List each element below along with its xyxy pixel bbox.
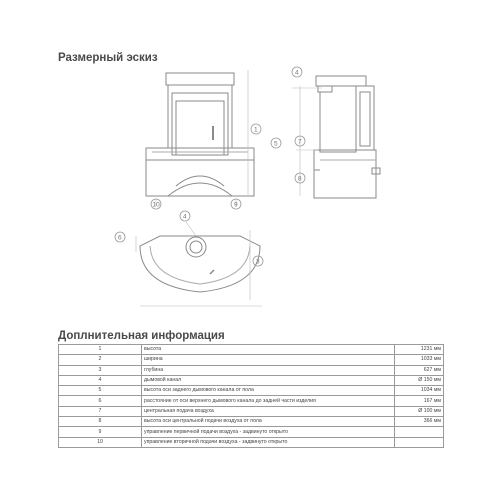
row-val: 1231 мм xyxy=(395,345,444,355)
row-val: 366 мм xyxy=(395,417,444,427)
row-val: Ø 100 мм xyxy=(395,406,444,416)
row-num: 5 xyxy=(59,386,142,396)
row-val: Ø 150 мм xyxy=(395,375,444,385)
row-desc: высота оси центральной подачи воздуха от пола xyxy=(142,417,395,427)
table-row xyxy=(59,437,444,447)
table-row xyxy=(59,427,444,437)
row-desc: управление вторичной подачи воздуха - задвинуто открыто xyxy=(142,437,395,447)
row-val: 627 мм xyxy=(395,365,444,375)
row-num: 1 xyxy=(59,345,142,355)
row-num: 8 xyxy=(59,417,142,427)
callout-10: 10 xyxy=(152,201,160,209)
callout-5: 5 xyxy=(274,140,278,148)
row-desc: дымовой канал xyxy=(142,375,395,385)
callout-7: 7 xyxy=(298,138,302,146)
row-num: 4 xyxy=(59,375,142,385)
table-row xyxy=(59,365,444,375)
sketch-title: Размерный эскиз xyxy=(58,52,158,64)
table-row xyxy=(59,345,444,355)
side-view xyxy=(314,76,380,198)
callout-4-top: 4 xyxy=(183,213,187,221)
row-desc: глубина xyxy=(142,365,395,375)
row-desc: высота xyxy=(142,345,395,355)
spec-table xyxy=(58,344,444,448)
table-row xyxy=(59,396,444,406)
row-num: 3 xyxy=(59,365,142,375)
callout-6: 6 xyxy=(118,234,122,242)
table-row xyxy=(59,375,444,385)
table-row xyxy=(59,355,444,365)
row-val xyxy=(395,437,444,447)
row-val: 1033 мм xyxy=(395,355,444,365)
table-row xyxy=(59,406,444,416)
top-view xyxy=(140,236,260,292)
callout-4: 4 xyxy=(295,69,299,77)
row-val xyxy=(395,427,444,437)
row-num: 6 xyxy=(59,396,142,406)
row-desc: центральная подача воздуха xyxy=(142,406,395,416)
row-val: 167 мм xyxy=(395,396,444,406)
row-num: 10 xyxy=(59,437,142,447)
callout-3: 3 xyxy=(256,258,260,266)
callout-1: 1 xyxy=(254,126,258,134)
row-num: 9 xyxy=(59,427,142,437)
row-num: 2 xyxy=(59,355,142,365)
info-title: Доплнительная информация xyxy=(58,330,225,342)
row-val: 1034 мм xyxy=(395,386,444,396)
row-desc: расстояние от оси верхнего дымового канала до задней части изделия xyxy=(142,396,395,406)
row-desc: ширина xyxy=(142,355,395,365)
table-row xyxy=(59,386,444,396)
front-view xyxy=(146,73,254,196)
row-num: 7 xyxy=(59,406,142,416)
callout-9: 9 xyxy=(234,201,238,209)
row-desc: высота оси заднего дымового канала от пола xyxy=(142,386,395,396)
row-desc: управление первичной подачи воздуха - задвинуто открыто xyxy=(142,427,395,437)
table-row xyxy=(59,417,444,427)
callout-8: 8 xyxy=(298,175,302,183)
